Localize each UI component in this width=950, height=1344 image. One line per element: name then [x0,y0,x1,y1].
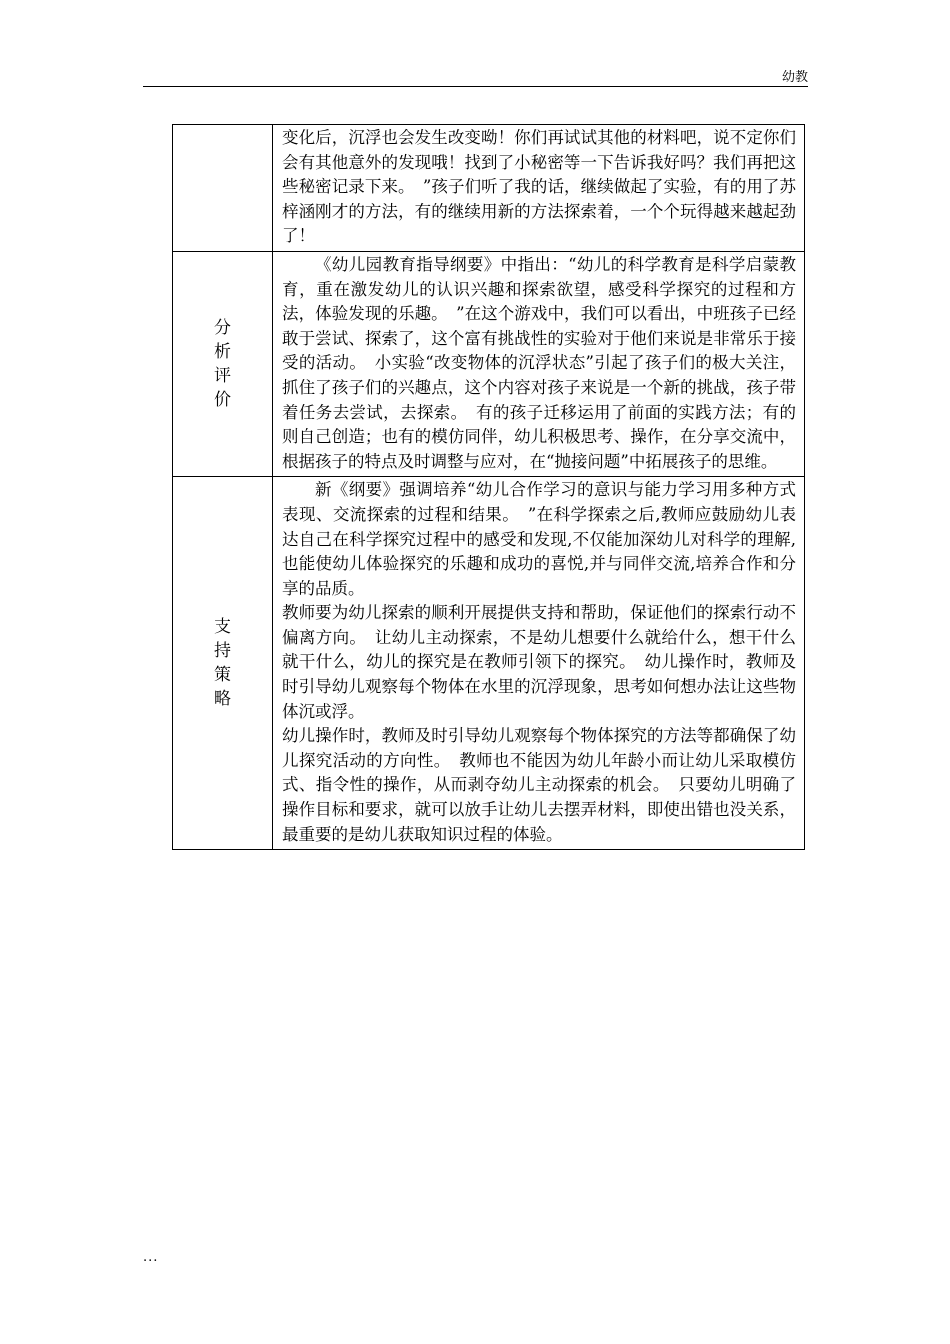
header-rule [143,86,808,87]
row-label-empty [173,125,273,252]
label-char: 支 [214,617,231,638]
label-char: 分 [214,318,231,339]
table-row [173,125,805,252]
table-row [173,477,805,850]
paragraph: 变化后，沉浮也会发生改变呦！你们再试试其他的材料吧，说不定你们会有其他意外的发现哦！找到了小秘密等一下告诉我好吗？我们再把这些秘密记录下来。 ”孩子们听了我的话，继续做起了实验，有的用了苏梓涵刚才的方法，有的继续用新的方法探索着，一个个玩得越来越起劲了！ [282,128,796,246]
row-label-strategy [173,477,273,850]
row-content [273,477,805,850]
row-content [273,251,805,476]
header-label: 幼教 [781,70,808,85]
row-content [273,125,805,252]
footer-marker: ... [143,1250,159,1265]
table-row [173,251,805,476]
row-label-analysis [173,251,273,476]
label-char: 略 [214,689,231,710]
paragraph: 幼儿操作时，教师及时引导幼儿观察每个物体探究的方法等都确保了幼儿探究活动的方向性。 教师也不能因为幼儿年龄小而让幼儿采取模仿式、指令性的操作，从而剥夺幼儿主动探索的机会。 只要幼儿明确了操作目标和要求，就可以放手让幼儿去摆弄材料，即使出错也没关系，最重要的是幼儿获取知识过程的体验。 [282,726,796,844]
content-table [172,124,805,850]
paragraph: 《幼儿园教育指导纲要》中指出：“幼儿的科学教育是科学启蒙教育，重在激发幼儿的认识兴趣和探索欲望，感受科学探究的过程和方法，体验发现的乐趣。 ”在这个游戏中，我们可以看出，中班孩子已经敢于尝试、探索了，这个富有挑战性的实验对于他们来说是非常乐于接受的活动。 小实验“改变物体的沉浮状态”引起了孩子们的极大关注，抓住了孩子们的兴趣点，这个内容对孩子来说是一个新的挑战，孩子带着任务去尝试，去探索。 有的孩子迁移运用了前面的实践方法；有的则自己创造；也有的模仿同伴，幼儿积极思考、操作，在分享交流中，根据孩子的特点及时调整与应对，在“抛接问题”中拓展孩子的思维。 [282,254,796,471]
paragraph: 新《纲要》强调培养“幼儿合作学习的意识与能力学习用多种方式表现、交流探索的过程和结果。 ”在科学探索之后,教师应鼓励幼儿表达自己在科学探究过程中的感受和发现,不仅能加深幼儿对科学的理解,也能使幼儿体验探究的乐趣和成功的喜悦,并与同伴交流,培养合作和分享的品质。 [282,480,796,598]
label-char: 策 [214,665,231,686]
label-char: 持 [214,641,231,662]
label-char: 析 [214,342,231,363]
label-char: 评 [214,366,231,387]
paragraph: 教师要为幼儿探索的顺利开展提供支持和帮助，保证他们的探索行动不偏离方向。 让幼儿主动探索，不是幼儿想要什么就给什么，想干什么就干什么，幼儿的探究是在教师引领下的探究。 幼儿操作时，教师及时引导幼儿观察每个物体在水里的沉浮现象，思考如何想办法让这些物体沉或浮。 [282,603,796,721]
label-char: 价 [214,390,231,411]
